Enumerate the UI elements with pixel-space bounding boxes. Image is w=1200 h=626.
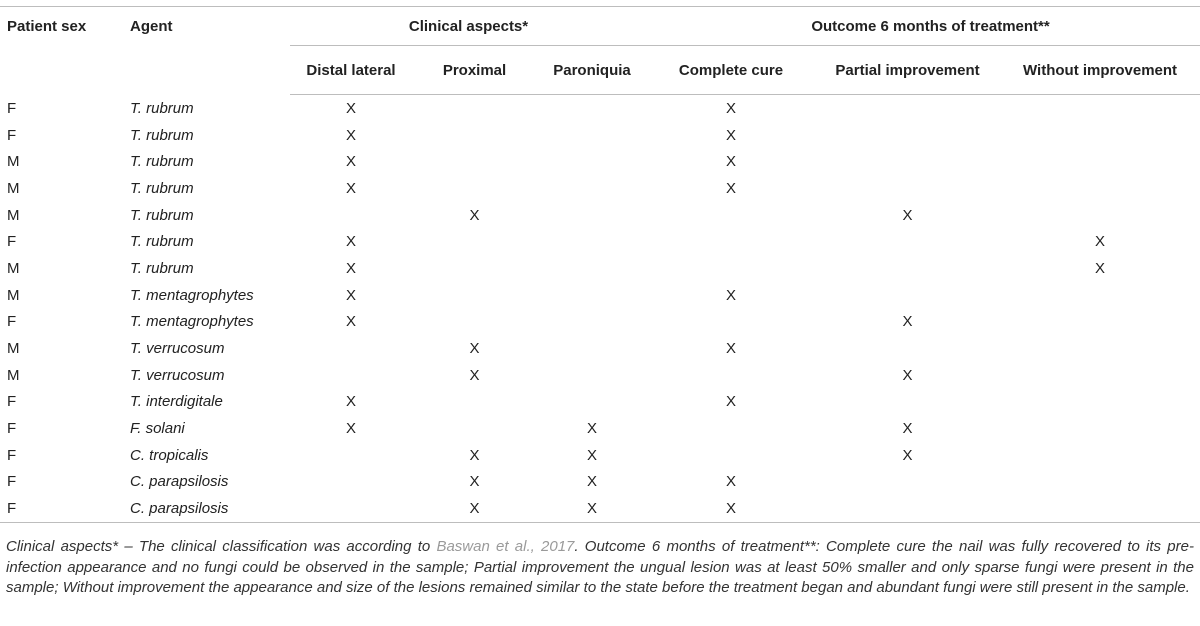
header-row-groups (0, 7, 1200, 46)
cell-agent: T. rubrum (130, 126, 194, 144)
cell-proximal (412, 228, 537, 255)
cell-complete: X (647, 495, 815, 522)
table-row (0, 469, 1200, 496)
cell-without (1000, 122, 1200, 149)
header-without-improvement: Without improvement (1000, 46, 1200, 95)
cell-partial: X (902, 313, 913, 331)
header-paroniquia: Paroniquia (537, 46, 647, 95)
cell-without (1000, 95, 1200, 122)
cell-without (1000, 148, 1200, 175)
cell-paroniquia (537, 389, 647, 416)
cell-paroniquia (537, 122, 647, 149)
cell-paroniquia (537, 175, 647, 202)
cell-sex: F (7, 126, 17, 144)
cell-agent: C. parapsilosis (130, 495, 290, 522)
table-row (0, 442, 1200, 469)
header-patient-sex: Patient sex (0, 7, 130, 95)
cell-sex: M (7, 259, 20, 277)
table-row (0, 95, 1200, 122)
cell-without (1000, 495, 1200, 522)
table-row (0, 202, 1200, 229)
cell-distal: X (345, 420, 356, 438)
cell-agent: T. mentagrophytes (130, 286, 254, 304)
cell-agent: T. rubrum (130, 153, 194, 171)
cell-proximal: X (469, 446, 480, 464)
cell-paroniquia: X (587, 446, 598, 464)
cell-proximal: X (469, 366, 480, 384)
cell-without (1000, 202, 1200, 229)
cell-complete: X (726, 99, 737, 117)
cell-sex: M (7, 153, 20, 171)
cell-without (1000, 415, 1200, 442)
cell-complete: X (726, 286, 737, 304)
table-row (0, 389, 1200, 416)
cell-agent: F. solani (130, 420, 185, 438)
cell-complete: X (726, 340, 737, 358)
cell-proximal (412, 415, 537, 442)
cell-complete (647, 442, 815, 469)
cell-complete (647, 228, 815, 255)
cell-distal (290, 362, 412, 389)
cell-paroniquia: X (537, 495, 647, 522)
cell-paroniquia (537, 228, 647, 255)
cell-without (1000, 335, 1200, 362)
cell-agent: T. rubrum (130, 206, 194, 224)
cell-distal: X (345, 233, 356, 251)
cell-complete (647, 415, 815, 442)
cell-partial (815, 175, 1000, 202)
cell-partial (815, 389, 1000, 416)
cell-distal: X (345, 179, 356, 197)
cell-proximal (412, 282, 537, 309)
cell-complete (647, 255, 815, 282)
cell-proximal (412, 122, 537, 149)
cell-proximal (412, 175, 537, 202)
table-row (0, 495, 1200, 522)
header-distal-lateral: Distal lateral (290, 46, 412, 95)
cell-agent: T. interdigitale (130, 393, 223, 411)
cell-agent: T. verrucosum (130, 366, 225, 384)
cell-paroniquia (537, 255, 647, 282)
cell-complete (647, 202, 815, 229)
cell-partial (815, 95, 1000, 122)
cell-complete: X (726, 153, 737, 171)
cell-proximal (412, 389, 537, 416)
cell-paroniquia (537, 335, 647, 362)
table-row (0, 255, 1200, 282)
cell-partial (815, 335, 1000, 362)
header-outcome: Outcome 6 months of treatment** (647, 7, 1200, 46)
cell-agent: C. tropicalis (130, 446, 209, 464)
caption-text-1: Clinical aspects* – The clinical classification was according to (6, 538, 437, 555)
cell-sex: F (7, 313, 17, 331)
cell-proximal (412, 148, 537, 175)
results-table (0, 6, 1200, 523)
caption-text-2: . Outcome 6 months of treatment**: Complete cure the nail was fully recovered to its pre-infection appearance and no fungi could be observed in the sample; Partial improvement the ungual lesion was at least 50% smaller and only sparse fungi were present in the sample; Without improvement the appearance and size of the lesions remained similar to the state before the treatment began and abundant fungi were still present in the sample. (6, 538, 1194, 596)
cell-distal (290, 495, 412, 522)
cell-without (1000, 389, 1200, 416)
cell-complete: X (726, 179, 737, 197)
cell-paroniquia (537, 148, 647, 175)
cell-distal: X (345, 153, 356, 171)
table-caption (6, 537, 1194, 599)
cell-distal (290, 202, 412, 229)
cell-sex: F (7, 393, 17, 411)
cell-proximal: X (469, 206, 480, 224)
cell-partial (815, 495, 1000, 522)
cell-without (1000, 282, 1200, 309)
cell-sex: M (7, 340, 20, 358)
table-row (0, 415, 1200, 442)
table-row (0, 362, 1200, 389)
cell-sex: F (7, 233, 17, 251)
cell-proximal (412, 95, 537, 122)
table-row (0, 282, 1200, 309)
cell-paroniquia (537, 202, 647, 229)
cell-sex: F (7, 99, 17, 117)
cell-without (1000, 362, 1200, 389)
cell-partial: X (902, 366, 913, 384)
cell-proximal: X (469, 473, 480, 491)
cell-proximal (412, 309, 537, 336)
cell-without: X (1095, 259, 1106, 277)
table-row (0, 309, 1200, 336)
table-row (0, 122, 1200, 149)
cell-partial (815, 148, 1000, 175)
cell-distal: X (345, 259, 356, 277)
cell-paroniquia: X (587, 420, 598, 438)
cell-partial (815, 122, 1000, 149)
cell-paroniquia (537, 309, 647, 336)
cell-distal (290, 335, 412, 362)
cell-sex: M (7, 286, 20, 304)
cell-sex: F (0, 495, 130, 522)
cell-proximal: X (469, 340, 480, 358)
cell-agent: T. verrucosum (130, 340, 225, 358)
cell-sex: M (7, 206, 20, 224)
cell-without (1000, 442, 1200, 469)
cell-without (1000, 309, 1200, 336)
header-agent: Agent (130, 7, 290, 95)
table-body (0, 95, 1200, 523)
cell-proximal (412, 255, 537, 282)
cell-agent: C. parapsilosis (130, 473, 229, 491)
cell-agent: T. rubrum (130, 179, 194, 197)
cell-sex: M (7, 179, 20, 197)
header-partial-improvement: Partial improvement (815, 46, 1000, 95)
cell-partial (815, 282, 1000, 309)
cell-agent: T. rubrum (130, 259, 194, 277)
cell-distal: X (345, 99, 356, 117)
cell-paroniquia: X (587, 473, 598, 491)
cell-distal: X (345, 126, 356, 144)
cell-agent: T. mentagrophytes (130, 313, 254, 331)
header-proximal: Proximal (412, 46, 537, 95)
table-row (0, 148, 1200, 175)
cell-paroniquia (537, 282, 647, 309)
header-complete-cure: Complete cure (647, 46, 815, 95)
cell-without (1000, 175, 1200, 202)
cell-complete: X (726, 126, 737, 144)
cell-agent: T. rubrum (130, 99, 194, 117)
table-row (0, 228, 1200, 255)
table-row (0, 175, 1200, 202)
caption-citation-link[interactable]: Baswan et al., 2017 (436, 538, 575, 555)
cell-sex: F (7, 420, 17, 438)
header-clinical-aspects: Clinical aspects* (290, 7, 647, 46)
cell-complete (647, 362, 815, 389)
cell-partial (815, 255, 1000, 282)
cell-partial: X (902, 446, 913, 464)
cell-distal (290, 469, 412, 496)
cell-partial (815, 469, 1000, 496)
cell-proximal: X (412, 495, 537, 522)
cell-distal: X (345, 393, 356, 411)
cell-complete: X (726, 473, 737, 491)
cell-complete (647, 309, 815, 336)
cell-without (1000, 469, 1200, 496)
cell-complete: X (726, 393, 737, 411)
cell-agent: T. rubrum (130, 233, 194, 251)
table-row (0, 335, 1200, 362)
cell-without: X (1095, 233, 1106, 251)
cell-distal: X (345, 313, 356, 331)
cell-sex: F (7, 473, 17, 491)
cell-paroniquia (537, 95, 647, 122)
cell-sex: F (7, 446, 17, 464)
cell-partial: X (902, 206, 913, 224)
cell-distal (290, 442, 412, 469)
cell-sex: M (7, 366, 20, 384)
cell-distal: X (345, 286, 356, 304)
cell-paroniquia (537, 362, 647, 389)
cell-partial (815, 228, 1000, 255)
cell-partial: X (902, 420, 913, 438)
